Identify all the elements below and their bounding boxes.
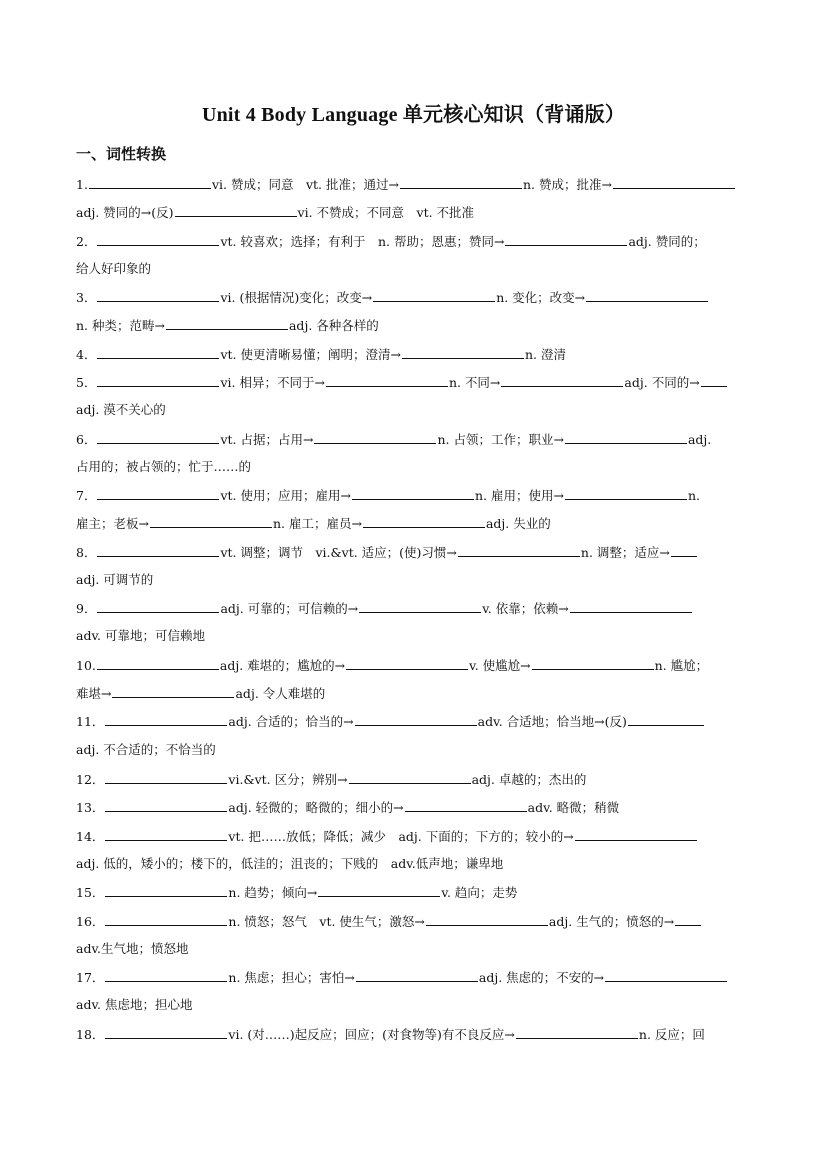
answer-blank[interactable] bbox=[701, 372, 727, 387]
answer-blank[interactable] bbox=[97, 598, 219, 613]
answer-blank[interactable] bbox=[575, 826, 697, 841]
answer-blank[interactable] bbox=[166, 315, 288, 330]
list-item: 4． vt. 使更清晰易懂；阐明；澄清→ n. 澄清 bbox=[76, 344, 754, 365]
answer-blank[interactable] bbox=[105, 711, 227, 726]
list-item: 17． n. 焦虑；担心；害怕→ adj. 焦虑的；不安的→ bbox=[76, 967, 754, 988]
list-item: 6． vt. 占据；占用→ n. 占领；工作；职业→ adj. bbox=[76, 429, 754, 450]
list-item-continued: 难堪→ adj. 令人难堪的 bbox=[76, 683, 754, 704]
answer-blank[interactable] bbox=[105, 911, 227, 926]
list-item-continued: n. 种类；范畴→ adj. 各种各样的 bbox=[76, 315, 754, 336]
answer-blank[interactable] bbox=[105, 967, 227, 982]
list-item: 3． vi. (根据情况)变化；改变→ n. 变化；改变→ bbox=[76, 287, 754, 308]
list-item: 13． adj. 轻微的；略微的；细小的→ adv. 略微；稍微 bbox=[76, 797, 754, 818]
answer-blank[interactable] bbox=[373, 287, 495, 302]
answer-blank[interactable] bbox=[105, 1024, 227, 1039]
answer-blank[interactable] bbox=[97, 344, 219, 359]
answer-blank[interactable] bbox=[97, 287, 219, 302]
answer-blank[interactable] bbox=[97, 372, 219, 387]
answer-blank[interactable] bbox=[400, 174, 522, 189]
list-item-continued: adj. 不合适的；不恰当的 bbox=[76, 742, 216, 757]
list-item-continued: adj. 低的，矮小的；楼下的，低洼的；沮丧的；下贱的 adv.低声地；谦卑地 bbox=[76, 856, 504, 871]
list-item: 18． vi. (对……)起反应；回应；(对食物等)有不良反应→ n. 反应；回 bbox=[76, 1024, 754, 1045]
answer-blank[interactable] bbox=[501, 372, 623, 387]
answer-blank[interactable] bbox=[97, 429, 219, 444]
answer-blank[interactable] bbox=[97, 542, 219, 557]
answer-blank[interactable] bbox=[97, 655, 219, 670]
answer-blank[interactable] bbox=[105, 797, 227, 812]
answer-blank[interactable] bbox=[570, 598, 692, 613]
answer-blank[interactable] bbox=[586, 287, 708, 302]
list-item-continued: adv.生气地；愤怒地 bbox=[76, 941, 189, 956]
answer-blank[interactable] bbox=[150, 513, 272, 528]
answer-blank[interactable] bbox=[105, 826, 227, 841]
answer-blank[interactable] bbox=[613, 174, 735, 189]
answer-blank[interactable] bbox=[363, 513, 485, 528]
list-item: 7． vt. 使用；应用；雇用→ n. 雇用；使用→ n. bbox=[76, 485, 754, 506]
list-item: 14． vt. 把……放低；降低；减少 adj. 下面的；下方的；较小的→ bbox=[76, 826, 754, 847]
list-item: 10. adj. 难堪的；尴尬的→ v. 使尴尬→ n. 尴尬； bbox=[76, 655, 754, 676]
list-item: 1. vi. 赞成；同意 vt. 批准；通过→ n. 赞成；批准→ bbox=[76, 174, 754, 195]
answer-blank[interactable] bbox=[346, 655, 468, 670]
answer-blank[interactable] bbox=[97, 485, 219, 500]
list-item-continued: 给人好印象的 bbox=[76, 261, 152, 276]
answer-blank[interactable] bbox=[565, 485, 687, 500]
list-item-continued: adv. 焦虑地；担心地 bbox=[76, 997, 193, 1012]
answer-blank[interactable] bbox=[175, 202, 297, 217]
answer-blank[interactable] bbox=[532, 655, 654, 670]
answer-blank[interactable] bbox=[105, 769, 227, 784]
answer-blank[interactable] bbox=[628, 711, 704, 726]
list-item-continued: 占用的；被占领的；忙于……的 bbox=[76, 459, 252, 474]
list-item: 8． vt. 调整；调节 vi.&vt. 适应；(使)习惯→ n. 调整；适应→ bbox=[76, 542, 754, 563]
answer-blank[interactable] bbox=[605, 967, 727, 982]
answer-blank[interactable] bbox=[352, 485, 474, 500]
list-item-continued: adj. 可调节的 bbox=[76, 572, 154, 587]
answer-blank[interactable] bbox=[675, 911, 701, 926]
answer-blank[interactable] bbox=[89, 174, 211, 189]
answer-blank[interactable] bbox=[671, 542, 697, 557]
list-item-continued: adj. 漠不关心的 bbox=[76, 402, 166, 417]
answer-blank[interactable] bbox=[359, 598, 481, 613]
answer-blank[interactable] bbox=[565, 429, 687, 444]
answer-blank[interactable] bbox=[318, 882, 440, 897]
answer-blank[interactable] bbox=[405, 797, 527, 812]
list-item: 16． n. 愤怒；怒气 vt. 使生气；激怒→ adj. 生气的；愤怒的→ bbox=[76, 911, 754, 932]
answer-blank[interactable] bbox=[426, 911, 548, 926]
section-heading: 一、词性转换 bbox=[76, 145, 167, 163]
list-item: 11． adj. 合适的；恰当的→ adv. 合适地；恰当地→(反) bbox=[76, 711, 754, 732]
list-item-continued: 雇主；老板→ n. 雇工；雇员→ adj. 失业的 bbox=[76, 513, 754, 534]
page-title: Unit 4 Body Language 单元核心知识（背诵版） bbox=[201, 104, 626, 126]
list-item-continued: adj. 赞同的→(反) vi. 不赞成；不同意 vt. 不批准 bbox=[76, 202, 754, 223]
list-item: 15． n. 趋势；倾向→ v. 趋向；走势 bbox=[76, 882, 754, 903]
answer-blank[interactable] bbox=[355, 711, 477, 726]
answer-blank[interactable] bbox=[505, 231, 627, 246]
answer-blank[interactable] bbox=[112, 683, 234, 698]
answer-blank[interactable] bbox=[516, 1024, 638, 1039]
list-item: 9． adj. 可靠的；可信赖的→ v. 依靠；依赖→ bbox=[76, 598, 754, 619]
answer-blank[interactable] bbox=[314, 429, 436, 444]
answer-blank[interactable] bbox=[356, 967, 478, 982]
list-item: 12． vi.&vt. 区分；辨别→ adj. 卓越的；杰出的 bbox=[76, 769, 754, 790]
list-item: 5． vi. 相异；不同于→ n. 不同→ adj. 不同的→ bbox=[76, 372, 754, 393]
answer-blank[interactable] bbox=[326, 372, 448, 387]
list-item-continued: adv. 可靠地；可信赖地 bbox=[76, 628, 205, 643]
answer-blank[interactable] bbox=[105, 882, 227, 897]
list-item: 2． vt. 较喜欢；选择；有利于 n. 帮助；恩惠；赞同→ adj. 赞同的； bbox=[76, 231, 754, 252]
answer-blank[interactable] bbox=[402, 344, 524, 359]
answer-blank[interactable] bbox=[349, 769, 471, 784]
answer-blank[interactable] bbox=[458, 542, 580, 557]
answer-blank[interactable] bbox=[97, 231, 219, 246]
